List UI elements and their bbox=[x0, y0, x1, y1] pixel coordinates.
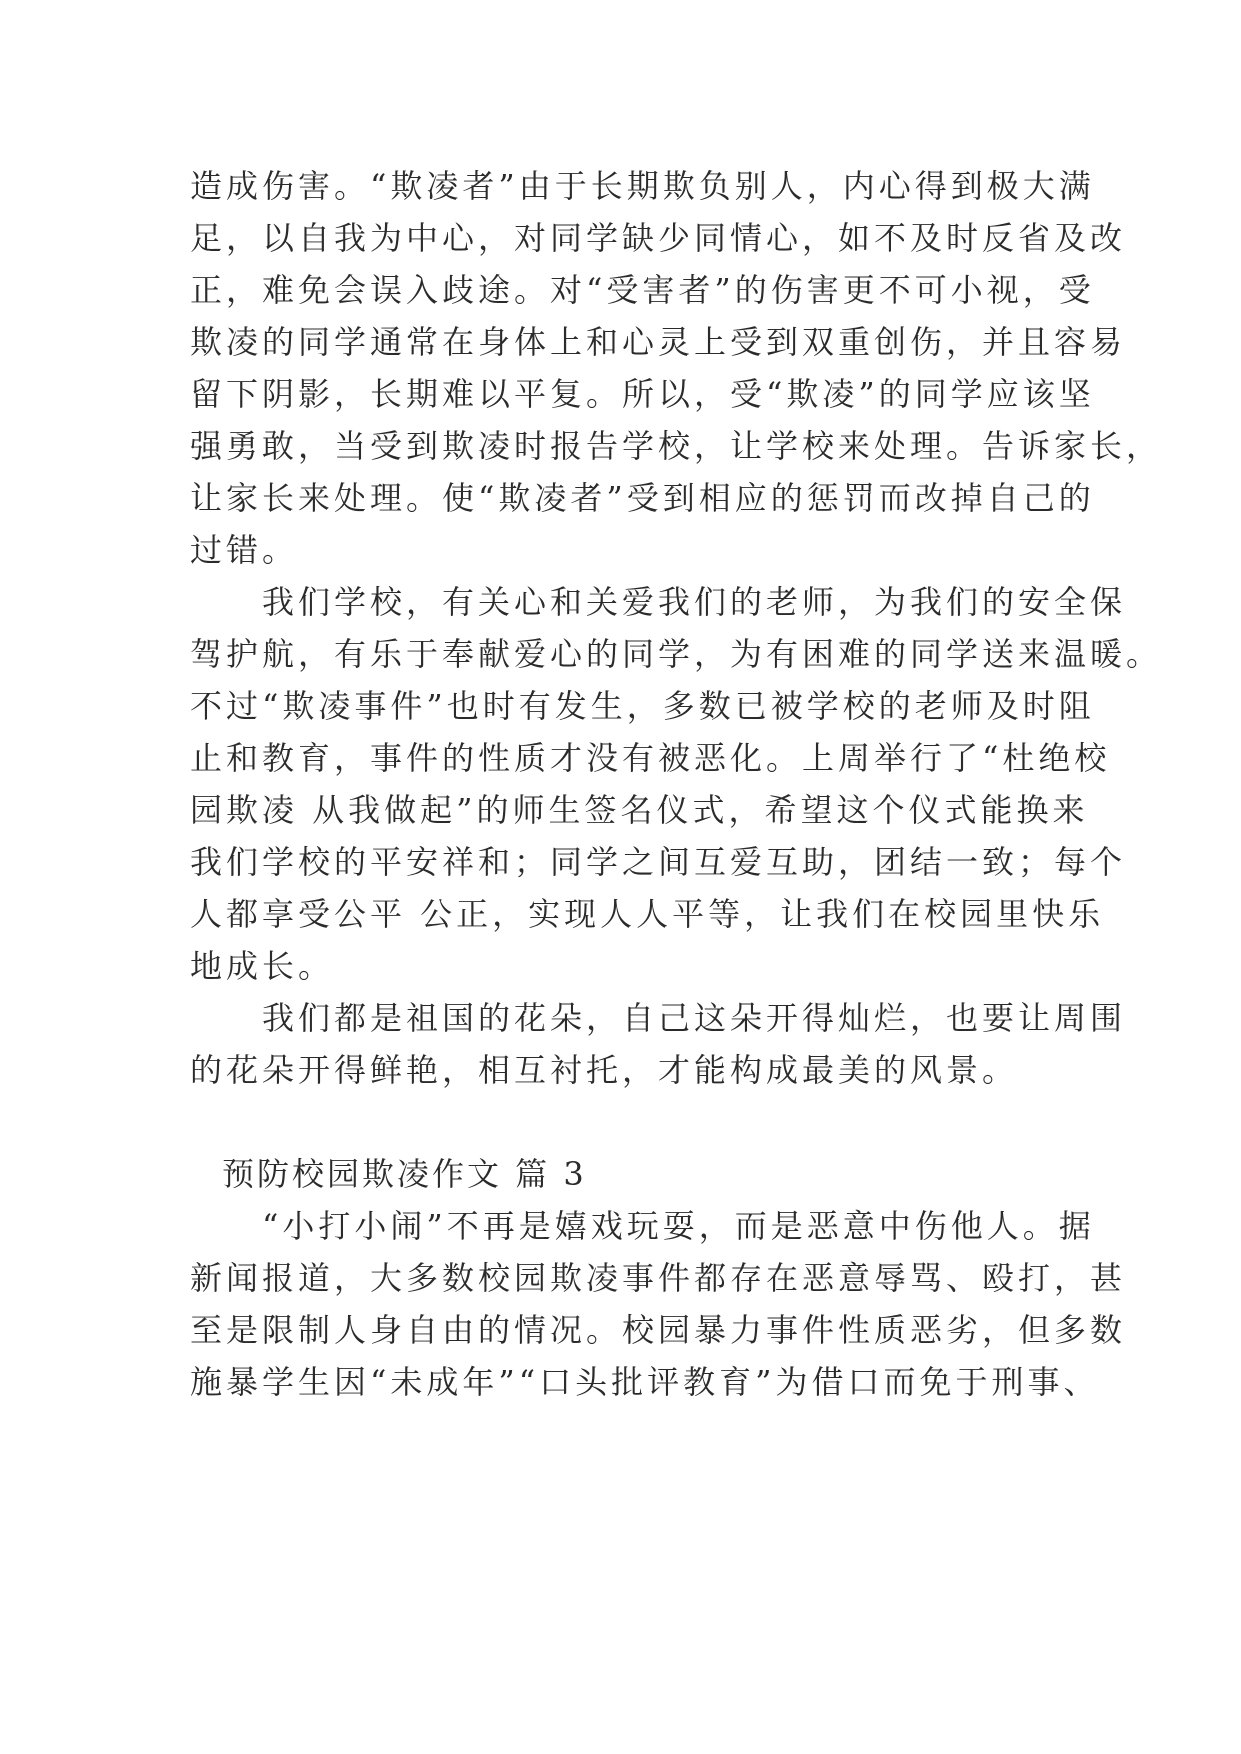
paragraph-3 bbox=[190, 992, 1127, 1096]
text-line: 人都享受公平 公正，实现人人平等，让我们在校园里快乐 bbox=[190, 895, 1105, 933]
text-line: 不过“欺凌事件”也时有发生，多数已被学校的老师及时阻 bbox=[190, 687, 1095, 725]
text-line: 的花朵开得鲜艳，相互衬托，才能构成最美的风景。 bbox=[190, 1051, 1019, 1089]
text-line: 止和教育，事件的性质才没有被恶化。上周举行了“杜绝校 bbox=[190, 739, 1111, 777]
text-line: 足，以自我为中心，对同学缺少同情心，如不及时反省及改 bbox=[190, 219, 1127, 257]
text-line: 留下阴影，长期难以平复。所以，受“欺凌”的同学应该坚 bbox=[190, 375, 1095, 413]
section-heading: 预防校园欺凌作文 篇 3 bbox=[222, 1155, 587, 1193]
text-line: 施暴学生因“未成年”“口头批评教育”为借口而免于刑事、 bbox=[190, 1363, 1100, 1401]
text-line: 驾护航，有乐于奉献爱心的同学，为有困难的同学送来温暖。 bbox=[190, 635, 1163, 673]
text-line: 正，难免会误入歧途。对“受害者”的伤害更不可小视，受 bbox=[190, 271, 1095, 309]
text-line: 欺凌的同学通常在身体上和心灵上受到双重创伤，并且容易 bbox=[190, 323, 1127, 361]
text-line: 新闻报道，大多数校园欺凌事件都存在恶意辱骂、殴打，甚 bbox=[190, 1259, 1127, 1297]
document-body bbox=[190, 160, 1163, 1408]
text-line: 我们学校的平安祥和；同学之间互爱互助，团结一致；每个 bbox=[190, 843, 1127, 881]
text-line: “小打小闹”不再是嬉戏玩耍，而是恶意中伤他人。据 bbox=[262, 1207, 1095, 1245]
text-line: 造成伤害。“欺凌者”由于长期欺负别人，内心得到极大满 bbox=[190, 167, 1095, 205]
text-line: 过错。 bbox=[190, 531, 299, 569]
text-line: 园欺凌 从我做起”的师生签名仪式，希望这个仪式能换来 bbox=[190, 791, 1089, 829]
text-line: 我们都是祖国的花朵，自己这朵开得灿烂，也要让周围 bbox=[262, 999, 1127, 1037]
paragraph-1 bbox=[190, 160, 1163, 576]
text-line: 至是限制人身自由的情况。校园暴力事件性质恶劣，但多数 bbox=[190, 1311, 1127, 1349]
text-line: 让家长来处理。使“欺凌者”受到相应的惩罚而改掉自己的 bbox=[190, 479, 1095, 517]
paragraph-2 bbox=[190, 576, 1163, 992]
text-line: 强勇敢，当受到欺凌时报告学校，让学校来处理。告诉家长， bbox=[190, 427, 1163, 465]
text-line: 地成长。 bbox=[190, 947, 335, 985]
blank-spacer bbox=[190, 1096, 1050, 1148]
text-line: 我们学校，有关心和关爱我们的老师，为我们的安全保 bbox=[262, 583, 1127, 621]
paragraph-4 bbox=[190, 1200, 1127, 1408]
